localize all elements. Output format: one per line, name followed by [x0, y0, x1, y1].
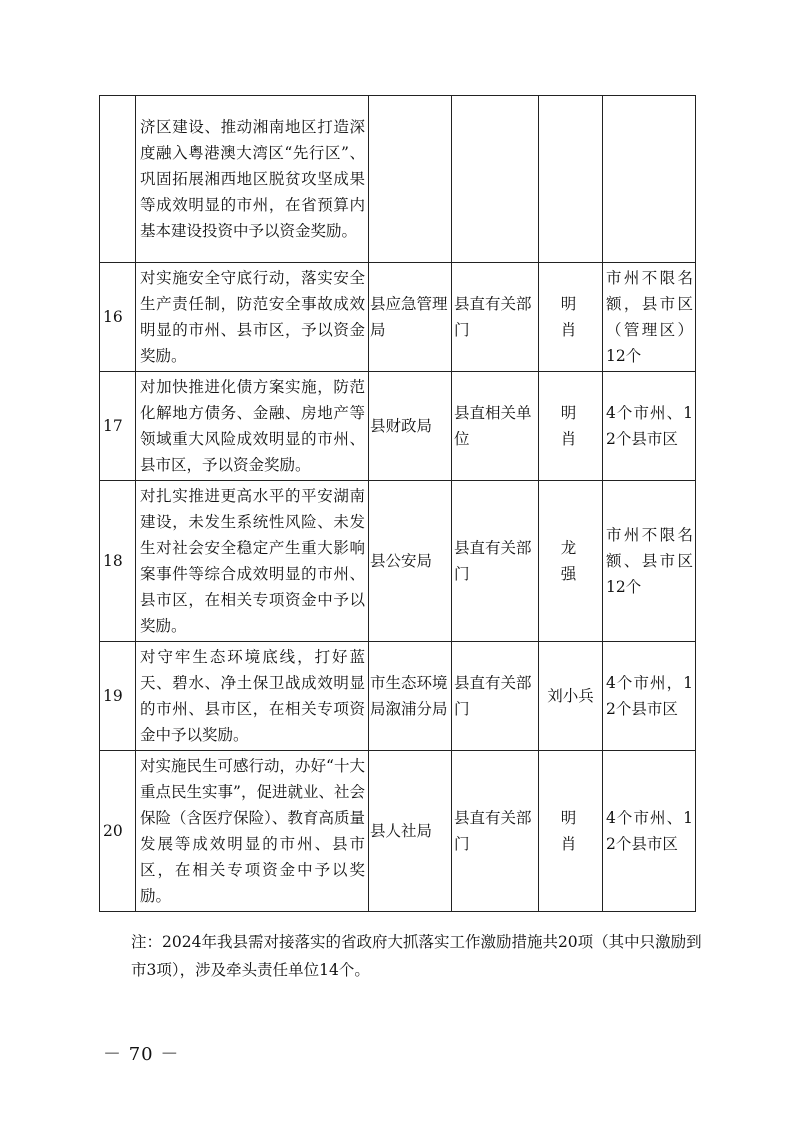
table-row: [100, 751, 696, 912]
page-number: － 70 －: [103, 1044, 180, 1065]
cell-content: 济区建设、推动湘南地区打造深度融入粤港澳大湾区“先行区”、巩固拓展湘西地区脱贫攻坚成果等成效明显的市州，在省预算内基本建设投资中予以资金奖励。: [136, 96, 369, 263]
cell-no: 19: [100, 642, 136, 751]
table-row: [100, 263, 696, 372]
cell-coop-unit: 县直有关部门: [452, 481, 539, 642]
cell-no: 16: [100, 263, 136, 372]
cell-lead-unit: 县财政局: [369, 372, 452, 481]
cell-quota: [603, 96, 696, 263]
cell-content: 对扎实推进更高水平的平安湖南建设，未发生系统性风险、未发生对社会安全稳定产生重大影响案事件等综合成效明显的市州、县市区，在相关专项资金中予以奖励。: [136, 481, 369, 642]
cell-quota: 4个市州、12个县市区: [603, 372, 696, 481]
cell-content: 对实施民生可感行动，办好“十大重点民生实事”，促进就业、社会保险（含医疗保险）、教育高质量发展等成效明显的市州、县市区，在相关专项资金中予以奖励。: [136, 751, 369, 912]
cell-person: 龙强: [539, 481, 603, 642]
cell-quota: 市州不限名额，县市区（管理区）12个: [603, 263, 696, 372]
cell-quota: 市州不限名额、县市区12个: [603, 481, 696, 642]
cell-lead-unit: 县公安局: [369, 481, 452, 642]
cell-no: [100, 96, 136, 263]
table-row: [100, 372, 696, 481]
cell-coop: [452, 96, 539, 263]
cell-person: 明肖: [539, 263, 603, 372]
cell-person: 刘小兵: [539, 642, 603, 751]
incentive-measures-table: [99, 95, 696, 912]
cell-person: [539, 96, 603, 263]
cell-quota: 4个市州，12个县市区: [603, 642, 696, 751]
cell-coop-unit: 县直相关单位: [452, 372, 539, 481]
cell-coop-unit: 县直有关部门: [452, 642, 539, 751]
cell-person: 明肖: [539, 372, 603, 481]
cell-quota: 4个市州、12个县市区: [603, 751, 696, 912]
cell-lead-unit: 县应急管理局: [369, 263, 452, 372]
cell-person: 明肖: [539, 751, 603, 912]
cell-content: 对守牢生态环境底线，打好蓝天、碧水、净土保卫战成效明显的市州、县市区，在相关专项资金中予以奖励。: [136, 642, 369, 751]
table-row: [100, 481, 696, 642]
cell-no: 18: [100, 481, 136, 642]
table-footnote: 注：2024年我县需对接落实的省政府大抓落实工作激励措施共20项（其中只激励到市3项），涉及牵头责任单位14个。: [131, 933, 702, 979]
cell-no: 17: [100, 372, 136, 481]
cell-no: 20: [100, 751, 136, 912]
cell-lead: [369, 96, 452, 263]
cell-content: 对加快推进化债方案实施，防范化解地方债务、金融、房地产等领域重大风险成效明显的市州、县市区，予以资金奖励。: [136, 372, 369, 481]
cell-coop-unit: 县直有关部门: [452, 263, 539, 372]
cell-coop-unit: 县直有关部门: [452, 751, 539, 912]
cell-lead-unit: 市生态环境局溆浦分局: [369, 642, 452, 751]
table-row-continuation: [100, 96, 696, 263]
cell-content: 对实施安全守底行动，落实安全生产责任制，防范安全事故成效明显的市州、县市区，予以资金奖励。: [136, 263, 369, 372]
cell-lead-unit: 县人社局: [369, 751, 452, 912]
table-row: [100, 642, 696, 751]
